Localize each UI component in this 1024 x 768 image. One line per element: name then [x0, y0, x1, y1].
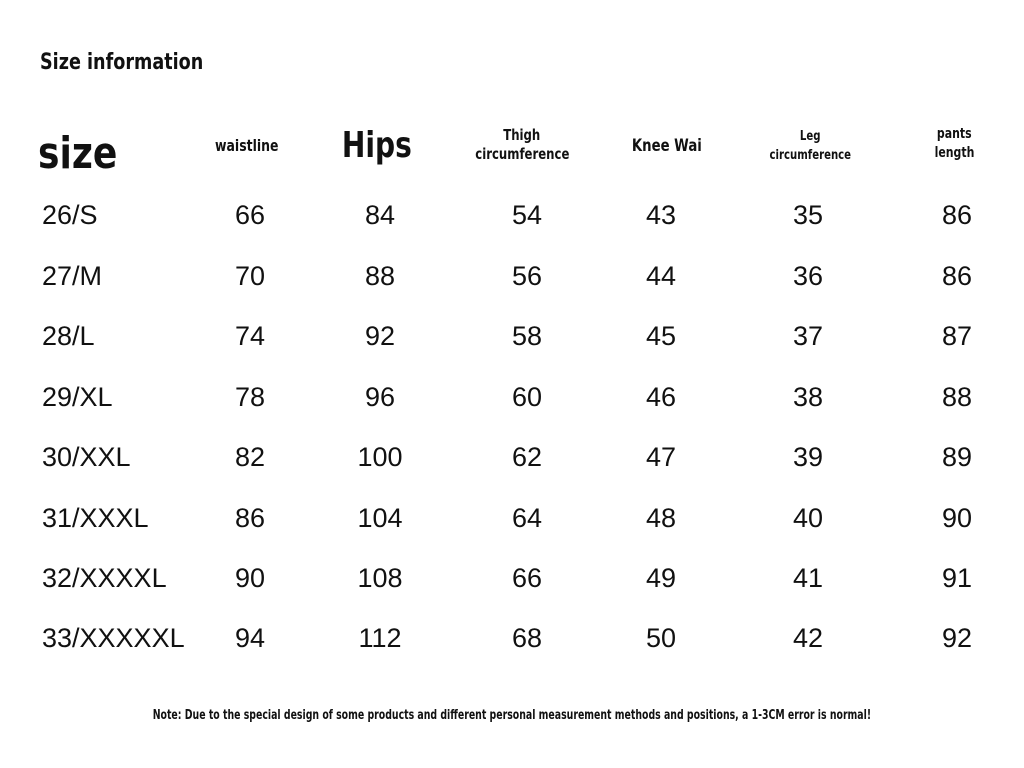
cell-size: 31/XXXL — [42, 503, 149, 533]
cell-waistline: 90 — [234, 563, 266, 593]
cell-leg: 41 — [792, 563, 824, 593]
cell-thigh: 66 — [511, 563, 543, 593]
cell-knee: 45 — [645, 321, 677, 351]
cell-leg: 39 — [792, 442, 824, 472]
header-waistline: waistline — [215, 136, 279, 155]
cell-waistline: 82 — [234, 442, 266, 472]
cell-hips: 108 — [357, 563, 403, 593]
table-row — [0, 321, 1024, 361]
cell-leg: 36 — [792, 261, 824, 291]
cell-size: 27/M — [42, 261, 103, 291]
cell-knee: 47 — [645, 442, 677, 472]
cell-hips: 112 — [358, 623, 402, 653]
cell-knee: 46 — [645, 382, 677, 412]
table-row — [0, 442, 1024, 482]
table-row — [0, 261, 1024, 301]
cell-waistline: 86 — [234, 503, 266, 533]
cell-leg: 42 — [792, 623, 824, 653]
cell-thigh: 58 — [511, 321, 543, 351]
cell-hips: 84 — [364, 200, 396, 230]
cell-thigh: 60 — [511, 382, 543, 412]
cell-knee: 44 — [645, 261, 677, 291]
cell-pants-length: 89 — [941, 442, 973, 472]
cell-hips: 100 — [357, 442, 403, 472]
cell-leg: 35 — [792, 200, 824, 230]
cell-hips: 96 — [364, 382, 396, 412]
cell-pants-length: 86 — [941, 261, 973, 291]
cell-leg: 37 — [792, 321, 824, 351]
header-thigh-circumference: Thigh circumference — [475, 126, 570, 164]
cell-hips: 92 — [364, 321, 396, 351]
cell-thigh: 68 — [511, 623, 543, 653]
cell-thigh: 64 — [511, 503, 543, 533]
cell-leg: 40 — [792, 503, 824, 533]
cell-waistline: 94 — [234, 623, 266, 653]
header-pants-length: pants length — [934, 126, 974, 162]
page-title: Size information — [40, 50, 204, 75]
cell-pants-length: 91 — [941, 563, 973, 593]
table-row — [0, 503, 1024, 543]
cell-knee: 43 — [645, 200, 677, 230]
table-row — [0, 382, 1024, 422]
cell-hips: 104 — [357, 503, 403, 533]
cell-knee: 49 — [645, 563, 677, 593]
cell-pants-length: 90 — [941, 503, 973, 533]
cell-thigh: 54 — [511, 200, 543, 230]
cell-thigh: 62 — [511, 442, 543, 472]
cell-pants-length: 87 — [941, 321, 973, 351]
header-hips: Hips — [342, 125, 412, 166]
cell-waistline: 74 — [234, 321, 266, 351]
table-row — [0, 563, 1024, 603]
cell-waistline: 78 — [234, 382, 266, 412]
cell-pants-length: 88 — [941, 382, 973, 412]
cell-size: 33/XXXXXL — [42, 623, 185, 653]
header-knee: Knee Wai — [632, 136, 702, 156]
cell-waistline: 66 — [234, 200, 266, 230]
header-size: size — [38, 128, 118, 179]
cell-size: 29/XL — [42, 382, 113, 412]
cell-size: 26/S — [42, 200, 98, 230]
cell-size: 30/XXL — [42, 442, 131, 472]
cell-hips: 88 — [364, 261, 396, 291]
table-row — [0, 623, 1024, 663]
cell-thigh: 56 — [511, 261, 543, 291]
cell-pants-length: 92 — [941, 623, 973, 653]
footnote: Note: Due to the special design of some products and different personal measurement methods and positions, a 1-3CM error is normal! — [152, 708, 872, 723]
cell-size: 32/XXXXL — [42, 563, 167, 593]
cell-waistline: 70 — [234, 261, 266, 291]
table-row — [0, 200, 1024, 240]
cell-size: 28/L — [42, 321, 95, 351]
cell-pants-length: 86 — [941, 200, 973, 230]
cell-knee: 48 — [645, 503, 677, 533]
header-leg-circumference: Leg circumference — [769, 129, 852, 164]
cell-knee: 50 — [645, 623, 677, 653]
cell-leg: 38 — [792, 382, 824, 412]
